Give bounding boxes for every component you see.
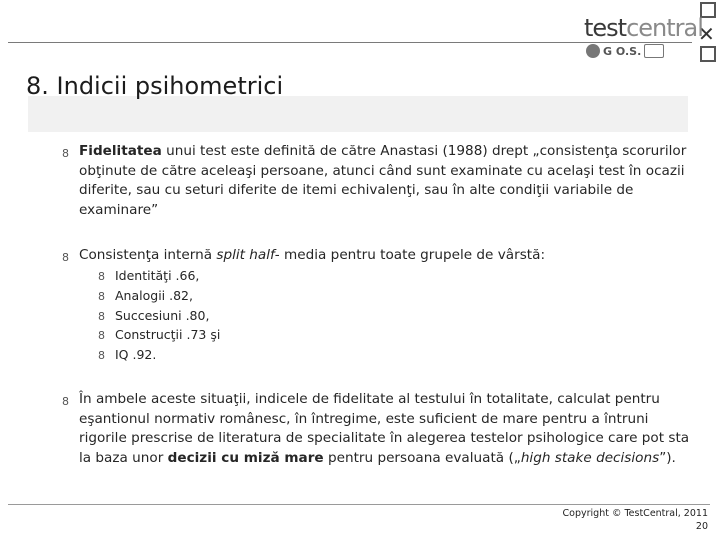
bullet-consistenta [62,246,694,266]
bullet-concluzie [62,390,694,468]
partner-logo-icon [586,44,600,58]
concluzie-text-after: ”). [659,449,676,466]
window-square-icon [700,46,716,62]
page-number: 20 [695,521,708,532]
list-item [98,345,220,365]
bullet-fidelitate [62,142,694,220]
bullet-icon: 8 [62,251,69,264]
logo-word-central: central [626,14,703,42]
concluzie-text-before: În ambele aceste situaţii, indicele de fidelitate al testului în totalitate, calculat pentru eşantionul normativ românesc, în întregime, este suficient de mare pentru a întruni rigorile prescrise de literatura de specialitate în alegerea testelor psihologice care pot sta la baza unor [79,391,690,466]
close-icon[interactable]: ✕ [698,22,715,46]
subtest-value: Construcţii .73 şi [115,327,221,343]
footer-divider [8,504,710,505]
decizii-term: decizii cu miză mare [167,449,324,466]
bullet-icon: 8 [62,395,69,408]
concluzie-text-mid: pentru persoana evaluată („ [323,449,521,466]
split-half-term: split half [216,247,275,263]
subtest-value: Succesiuni .80, [115,307,210,323]
partner-logo-text: G O.S. [603,44,642,58]
fidelitate-term: Fidelitatea [79,143,162,159]
bullet-icon: 8 [62,147,69,160]
list-item [98,266,220,286]
bullet-icon: 8 [98,309,105,323]
bullet-icon: 8 [98,349,105,363]
subtest-value: Identităţi .66, [115,268,200,283]
bullet-icon: 8 [98,289,105,303]
subtest-value: IQ .92. [115,347,157,363]
high-stake-term: high stake decisions [520,449,660,466]
copyright-text: Copyright © TestCentral, 2011 [562,508,708,519]
logo-word-test: test [584,14,627,42]
list-item [98,286,220,306]
list-item [98,306,220,326]
subtest-value: Analogii .82, [115,287,193,303]
bullet-icon: 8 [98,329,105,343]
subtest-list [98,266,220,365]
bullet-icon: 8 [98,270,105,283]
list-item [98,325,220,345]
consistenta-text-after: - media pentru toate grupele de vârstă: [274,247,546,263]
logo-partners [586,44,664,58]
slide-title: 8. Indicii psihometrici [26,72,284,100]
testcentral-logo [584,14,703,72]
title-band [28,96,688,132]
consistenta-text-before: Consistenţa internă [79,247,217,263]
book-logo-icon [644,44,664,58]
fidelitate-definition: unui test este definită de către Anastasi (1988) drept „consistenţa scorurilor obţinute de către aceleaşi persoane, atunci când sunt examinate cu acelaşi test în ocazii diferite, sau cu seturi diferite de itemi echivalenţi, sau în alte condiţii variabile de examinare” [79,143,687,218]
